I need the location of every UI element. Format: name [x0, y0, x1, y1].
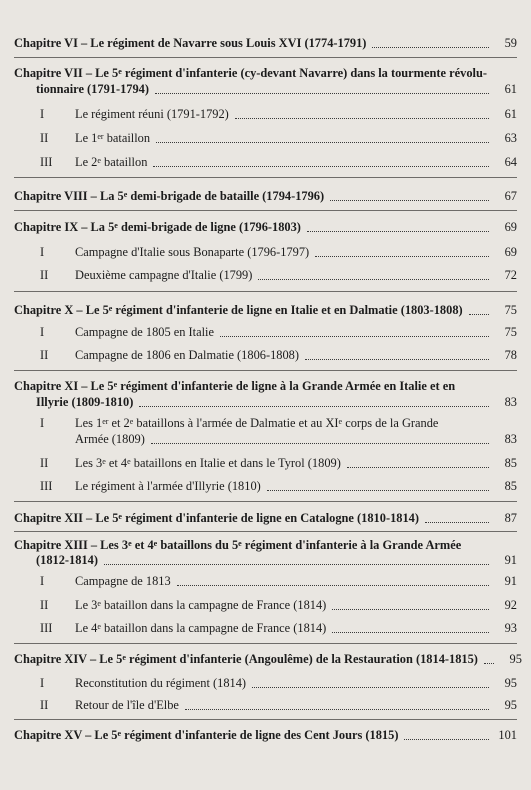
divider	[14, 177, 517, 178]
toc-entry-chapter-10	[14, 303, 517, 318]
toc-roman-numeral: I	[40, 574, 45, 588]
toc-entry-title: (1812-1814)	[36, 553, 98, 567]
toc-page-number: 95	[509, 652, 522, 666]
toc-subentry	[40, 698, 517, 713]
toc-page-number: 69	[504, 220, 517, 234]
toc-roman-numeral: II	[40, 348, 49, 362]
toc-entry-chapter-8	[14, 189, 517, 204]
toc-entry-chapter-15	[14, 728, 517, 743]
toc-page-number: 101	[498, 728, 517, 742]
toc-page-number: 78	[504, 348, 517, 362]
toc-page-number: 83	[504, 432, 517, 446]
toc-entry-title: Campagne d'Italie sous Bonaparte (1796-1797)	[75, 245, 310, 259]
toc-subentry	[40, 676, 517, 691]
dot-leader	[307, 231, 489, 232]
toc-entry-title: Reconstitution du régiment (1814)	[75, 676, 247, 690]
toc-roman-numeral: II	[40, 456, 49, 470]
toc-entry-title: Deuxième campagne d'Italie (1799)	[75, 268, 253, 282]
divider	[14, 370, 517, 371]
toc-entry-chapter-7-line1: Chapitre VII – Le 5e régiment d'infanterie (cy-devant Navarre) dans la tourmente révolu-	[14, 66, 487, 80]
toc-entry-chapter-9	[14, 220, 517, 235]
toc-entry-title: Campagne de 1805 en Italie	[75, 325, 215, 339]
toc-roman-numeral: III	[40, 479, 53, 493]
dot-leader	[151, 443, 489, 444]
toc-page-number: 72	[504, 268, 517, 282]
toc-roman-numeral: II	[40, 131, 49, 145]
toc-entry-title: Le régiment réuni (1791-1792)	[75, 107, 229, 121]
divider	[14, 501, 517, 502]
toc-entry-title: Chapitre VI – Le régiment de Navarre sous Louis XVI (1774-1791)	[14, 36, 367, 50]
toc-entry-chapter-11-line1: Chapitre XI – Le 5e régiment d'infanterie de ligne à la Grande Armée en Italie et en	[14, 379, 456, 393]
toc-page-number: 95	[504, 698, 517, 712]
toc-page-number: 95	[504, 676, 517, 690]
dot-leader	[469, 314, 489, 315]
divider	[14, 531, 517, 532]
toc-subentry	[40, 325, 517, 340]
dot-leader	[347, 467, 489, 468]
toc-entry-title: Chapitre IX – La 5e demi-brigade de ligne (1796-1803)	[14, 220, 301, 234]
dot-leader	[220, 336, 489, 337]
toc-entry-chapter-12	[14, 511, 517, 526]
toc-page-number: 75	[504, 325, 517, 339]
toc-entry-title: Chapitre VIII – La 5e demi-brigade de bataille (1794-1796)	[14, 189, 325, 203]
toc-subentry	[40, 268, 517, 283]
dot-leader	[267, 490, 489, 491]
dot-leader	[177, 585, 489, 586]
toc-page-number: 64	[504, 155, 517, 169]
dot-leader	[425, 522, 489, 523]
dot-leader	[305, 359, 489, 360]
divider	[14, 57, 517, 58]
dot-leader	[332, 609, 489, 610]
toc-roman-numeral: III	[40, 155, 53, 169]
toc-roman-numeral: I	[40, 107, 45, 121]
dot-leader	[332, 632, 489, 633]
toc-entry-chapter-14	[14, 652, 522, 667]
toc-page-number: 61	[504, 107, 517, 121]
toc-subentry	[40, 131, 517, 146]
dot-leader	[156, 142, 489, 143]
toc-entry-chapter-6	[14, 36, 517, 51]
toc-page-number: 91	[504, 553, 517, 567]
toc-entry-title: Le 3e bataillon dans la campagne de France (1814)	[75, 598, 327, 612]
toc-subentry	[40, 155, 517, 170]
toc-subentry	[40, 416, 517, 431]
toc-entry-chapter-7	[36, 82, 517, 97]
toc-roman-numeral: II	[40, 698, 49, 712]
toc-entry-title: Les 1er et 2e bataillons à l'armée de Dalmatie et au XIe corps de la Grande	[75, 416, 439, 430]
dot-leader	[315, 256, 489, 257]
toc-subentry	[40, 479, 517, 494]
toc-entry-chapter-13	[36, 553, 517, 568]
toc-entry-title: Le 2e bataillon	[75, 155, 148, 169]
toc-entry-title: Chapitre XII – Le 5e régiment d'infanterie de ligne en Catalogne (1810-1814)	[14, 511, 419, 525]
toc-page-number: 92	[504, 598, 517, 612]
toc-subentry	[40, 245, 517, 260]
toc-subentry	[40, 574, 517, 589]
toc-page-number: 61	[504, 82, 517, 96]
toc-subentry	[40, 107, 517, 122]
divider	[14, 719, 517, 720]
toc-entry-title: Campagne de 1806 en Dalmatie (1806-1808)	[75, 348, 299, 362]
toc-entry-title: Illyrie (1809-1810)	[36, 395, 134, 409]
dot-leader	[235, 118, 489, 119]
dot-leader	[330, 200, 489, 201]
toc-entry-title: Armée (1809)	[75, 432, 145, 446]
dot-leader	[185, 709, 489, 710]
toc-page-number: 69	[504, 245, 517, 259]
dot-leader	[155, 93, 489, 94]
toc-entry-title: Chapitre XIV – Le 5e régiment d'infanterie (Angoulême) de la Restauration (1814-1815)	[14, 652, 478, 666]
toc-roman-numeral: II	[40, 268, 49, 282]
toc-page-number: 75	[504, 303, 517, 317]
toc-subentry	[40, 598, 517, 613]
dot-leader	[252, 687, 489, 688]
toc-roman-numeral: III	[40, 621, 53, 635]
toc-page-number: 85	[504, 456, 517, 470]
toc-subentry-cont	[75, 432, 517, 447]
toc-subentry	[40, 456, 517, 471]
dot-leader	[104, 564, 489, 565]
divider	[14, 291, 517, 292]
toc-roman-numeral: I	[40, 416, 45, 430]
toc-roman-numeral: II	[40, 598, 49, 612]
toc-entry-title: Le régiment à l'armée d'Illyrie (1810)	[75, 479, 261, 493]
toc-entry-title: Chapitre XV – Le 5e régiment d'infanterie de ligne des Cent Jours (1815)	[14, 728, 399, 742]
toc-page-number: 93	[504, 621, 517, 635]
toc-subentry	[40, 621, 517, 636]
toc-entry-chapter-11	[36, 395, 517, 410]
divider	[14, 643, 517, 644]
dot-leader	[372, 47, 489, 48]
dot-leader	[258, 279, 489, 280]
dot-leader	[153, 166, 489, 167]
toc-subentry	[40, 348, 517, 363]
toc-entry-title: Chapitre X – Le 5e régiment d'infanterie de ligne en Italie et en Dalmatie (1803-1808)	[14, 303, 463, 317]
toc-page-number: 87	[504, 511, 517, 525]
toc-entry-title: Retour de l'île d'Elbe	[75, 698, 179, 712]
toc-page-number: 59	[504, 36, 517, 50]
divider	[14, 210, 517, 211]
dot-leader	[139, 406, 489, 407]
dot-leader	[404, 739, 489, 740]
toc-page-number: 91	[504, 574, 517, 588]
toc-page-number: 83	[504, 395, 517, 409]
toc-entry-title: Le 4e bataillon dans la campagne de France (1814)	[75, 621, 327, 635]
toc-entry-title: Le 1er bataillon	[75, 131, 151, 145]
toc-entry-title: Les 3e et 4e bataillons en Italie et dans le Tyrol (1809)	[75, 456, 341, 470]
dot-leader	[484, 663, 494, 664]
toc-entry-title: tionnaire (1791-1794)	[36, 82, 149, 96]
toc-entry-chapter-13-line1: Chapitre XIII – Les 3e et 4e bataillons du 5e régiment d'infanterie à la Grande Armée	[14, 538, 462, 552]
toc-roman-numeral: I	[40, 245, 45, 259]
toc-page-number: 67	[504, 189, 517, 203]
toc-page-number: 85	[504, 479, 517, 493]
toc-page-number: 63	[504, 131, 517, 145]
toc-roman-numeral: I	[40, 676, 45, 690]
toc-entry-title: Campagne de 1813	[75, 574, 171, 588]
toc-roman-numeral: I	[40, 325, 45, 339]
